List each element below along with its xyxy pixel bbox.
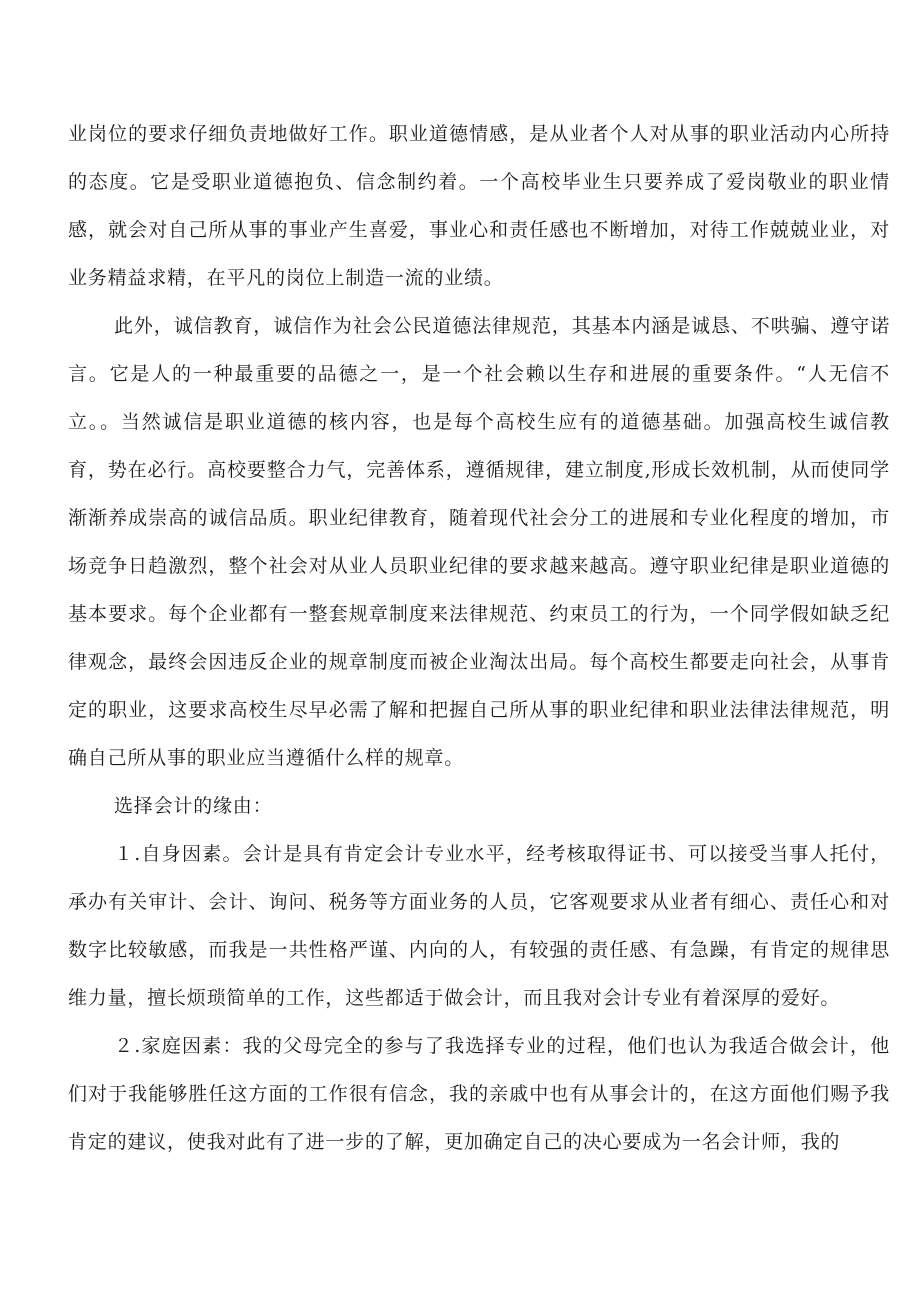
document-page (68, 0, 890, 1301)
paragraph-3-heading: 选择会计的缘由： (114, 795, 273, 817)
paragraph-2: 此外，诚信教育，诚信作为社会公民道德法律规范，其基本内涵是诚恳、不哄骗、遵守诺言。它是人的一种最重要的品德之一，是一个社会赖以生存和进展的重要条件。“人无信不立。。当然诚信是职业道德的核内容，也是每个高校生应有的道德基础。加强高校生诚信教育，势在必行。高校要整合力气，完善体系，遵循规律，建立制度,形成长效机制，从而使同学渐渐养成崇高的诚信品质。职业纪律教育，随着现代社会分工的进展和专业化程度的增加，市场竞争日趋激烈，整个社会对从业人员职业纪律的要求越来越高。遵守职业纪律是职业道德的基本要求。每个企业都有一整套规章制度来法律规范、约束员工的行为，一个同学假如缺乏纪律观念，最终会因违反企业的规章制度而被企业淘汰出局。每个高校生都要走向社会，从事肯定的职业，这要求高校生尽早必需了解和把握自己所从事的职业纪律和职业法律法律规范，明确自己所从事的职业应当遵循什么样的规章。 (68, 315, 890, 769)
paragraph-4: １.自身因素。会计是具有肯定会计专业水平，经考核取得证书、可以接受当事人托付，承办有关审计、会计、询问、税务等方面业务的人员，它客观要求从业者有细心、责任心和对数字比较敏感，而我是一共性格严谨、内向的人，有较强的责任感、有急躁，有肯定的规律思维力量，擅长烦琐简单的工作，这些都适于做会计，而且我对会计专业有着深厚的爱好。 (68, 843, 890, 1009)
paragraph-1: 业岗位的要求仔细负责地做好工作。职业道德情感，是从业者个人对从事的职业活动内心所持的态度。它是受职业道德抱负、信念制约着。一个高校毕业生只要养成了爱岗敬业的职业情感，就会对自己所从事的事业产生喜爱，事业心和责任感也不断增加，对待工作兢兢业业，对业务精益求精，在平凡的岗位上制造一流的业绩。 (68, 123, 890, 289)
paragraph-5: ２.家庭因素：我的父母完全的参与了我选择专业的过程，他们也认为我适合做会计，他们对于我能够胜任这方面的工作很有信念，我的亲戚中也有从事会计的，在这方面他们赐予我肯定的建议，使我对此有了进一步的了解，更加确定自己的决心要成为一名会计师，我的 (68, 1035, 890, 1153)
